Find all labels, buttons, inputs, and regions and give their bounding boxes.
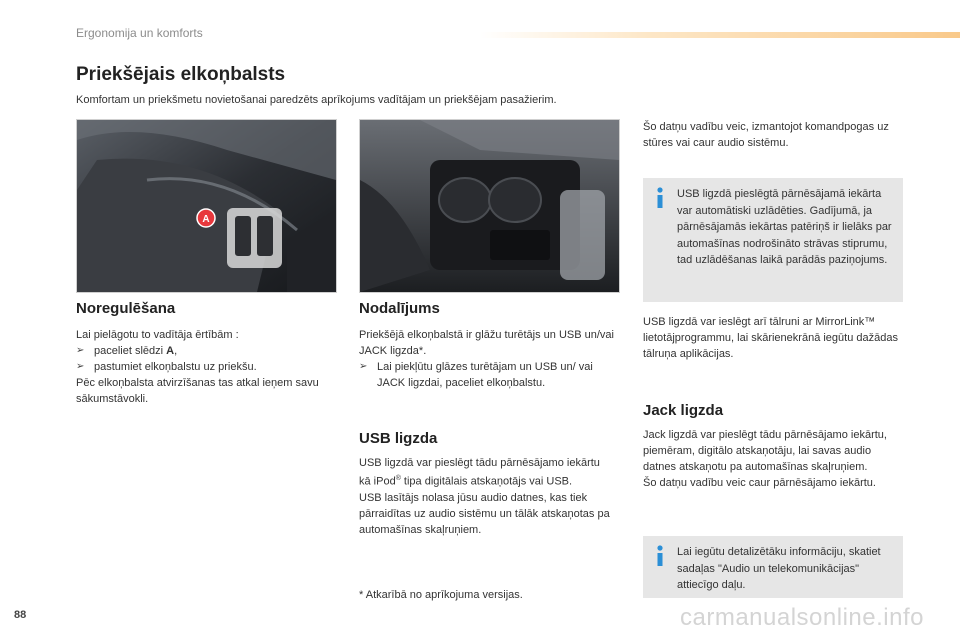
info-icon [653, 545, 667, 567]
compartment-photo [359, 119, 620, 293]
header-accent-bar [480, 32, 960, 38]
usb-heading: USB ligzda [359, 430, 438, 447]
adjustment-heading: Noregulēšana [76, 300, 176, 317]
bullet-icon: ➢ [76, 345, 85, 356]
compartment-section [359, 300, 614, 391]
jack-section [643, 402, 905, 491]
page-number: 88 [14, 609, 27, 621]
page-title: Priekšējais elkoņbalsts [76, 64, 286, 85]
adjustment-section [76, 300, 326, 407]
armrest-photo [76, 119, 337, 293]
bullet-icon: ➢ [359, 361, 368, 372]
footnote: * Atkarībā no aprīkojuma versijas. [359, 589, 523, 601]
jack-text-2: Šo datņu vadību veic caur pārnēsājamo iekārtu. [643, 477, 876, 489]
jack-text-1: Jack ligzdā var pieslēgt tādu pārnēsājamo iekārtu, piemēram, digitālo atskaņotāju, lai savas audio datnes atskaņotu pa automašīnas skaļruņiem. [643, 429, 887, 473]
mirrorlink-text: USB ligzdā var ieslēgt arī tālruni ar MirrorLink™ lietotājprogrammu, lai skārienekrānā iegūtu dažādas tālruņa aplikācijas. [643, 316, 898, 360]
adjustment-step-2: ➢ pastumiet elkoņbalstu uz priekšu. [76, 361, 257, 373]
adjustment-step-1: ➢ paceliet slēdzi A, [76, 345, 178, 357]
compartment-heading: Nodalījums [359, 300, 440, 317]
compartment-step: ➢ Lai piekļūtu glāzes turētājam un USB un/ vai JACK ligzdai, paceliet elkoņbalstu. [359, 361, 593, 389]
usb-text: USB ligzdā var pieslēgt tādu pārnēsājamo iekārtu kā iPod® tipa digitālais atskaņotājs vai USB. [359, 457, 600, 488]
bullet-icon: ➢ [76, 361, 85, 372]
compartment-text: Priekšējā elkoņbalstā ir glāžu turētājs un USB un/vai JACK ligzda*. [359, 329, 614, 357]
compartment-illustration [360, 120, 619, 292]
switch-a-label: A [202, 214, 210, 225]
jack-heading: Jack ligzda [643, 402, 724, 419]
info-icon [653, 187, 667, 209]
usb-section [359, 430, 614, 538]
adjustment-intro: Lai pielāgotu to vadītāja ērtībām : [76, 329, 239, 341]
intro-text: Komfortam un priekšmetu novietošanai paredzēts aprīkojums vadītājam un priekšējam pasažierim. [76, 94, 557, 106]
right-intro: Šo datņu vadību veic, izmantojot komandpogas uz stūres vai caur audio sistēmu. [643, 121, 889, 149]
usb-text-2: USB lasītājs nolasa jūsu audio datnes, kas tiek pārraidītas uz audio sistēmu un tālāk atskaņotas pa automašīnas skaļruņiem. [359, 491, 610, 536]
armrest-illustration [77, 120, 336, 292]
adjustment-note: Pēc elkoņbalsta atvirzīšanas tas atkal ieņem savu sākumstāvokli. [76, 377, 319, 405]
watermark: carmanualsonline.info [680, 604, 924, 631]
audio-reference-note: Lai iegūtu detalizētāku informāciju, skatiet sadaļas "Audio un telekomunikācijas" attiecīgo daļu. [643, 536, 903, 598]
section-label: Ergonomija un komforts [76, 26, 203, 40]
usb-charging-note: USB ligzdā pieslēgtā pārnēsājamā iekārta var automātiski uzlādēties. Gadījumā, ja pārnēsājamās iekārtas patēriņš ir lielāks par automašīnas nodrošināto strāvas stiprumu, tad uzlādēšanas laikā parādās paziņojums. [643, 178, 903, 302]
